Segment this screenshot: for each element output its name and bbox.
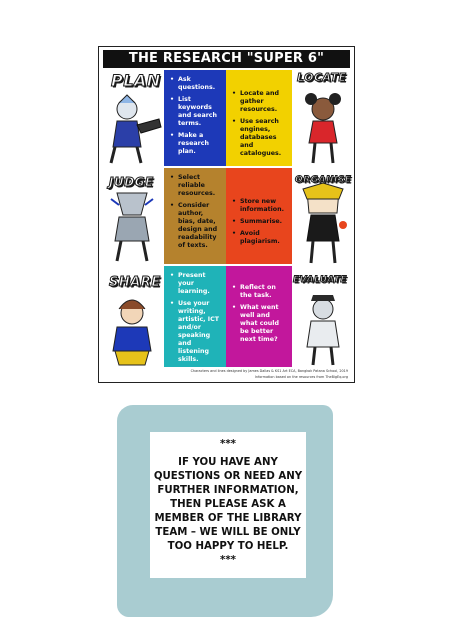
share-panel (164, 266, 226, 367)
library-notice-card (150, 432, 306, 578)
plan-word: PLAN (111, 71, 161, 90)
evaluate-panel (226, 266, 292, 367)
locate-panel (226, 70, 292, 166)
notice-stars-bottom: *** (220, 555, 236, 566)
plan-panel (164, 70, 226, 166)
notice-stars-top: *** (220, 439, 236, 450)
judge-word: JUDGE (109, 175, 154, 189)
share-point: • Present your learning. (178, 272, 222, 296)
evaluate-point: • Reflect on the task. (240, 284, 288, 300)
plan-point: • Make a research plan. (178, 132, 222, 156)
poster-title: THE RESEARCH "SUPER 6" (103, 50, 350, 68)
locate-word: LOCATE (297, 71, 347, 84)
judge-point: • Consider author, bias, date, design and readability of texts. (178, 202, 222, 250)
evaluate-point: • What went well and what could be better next time? (240, 304, 288, 344)
plan-point: • Ask questions. (178, 76, 222, 92)
notice-text: IF YOU HAVE ANY QUESTIONS OR NEED ANY FURTHER INFORMATION, THEN PLEASE ASK A MEMBER OF THE LIBRARY TEAM – WE WILL BE ONLY TOO HAPPY TO HELP. (153, 457, 303, 552)
poster-credit-designers: Characters and lines designed by James Dallas & KS1 Art ECA, Bangkok Patana School, 2019 (190, 369, 348, 373)
research-super6-poster (98, 46, 355, 383)
locate-point: • Use search engines, databases and catalogues. (240, 118, 288, 158)
poster-credit-source: Information based on the resources from TheBigEq.org (254, 375, 348, 379)
organise-point: • Avoid plagiarism. (240, 230, 288, 246)
organise-panel (226, 168, 292, 264)
plan-point: • List keywords and search terms. (178, 96, 222, 128)
share-point: • Use your writing, artistic, ICT and/or speaking and listening skills. (178, 300, 222, 364)
locate-point: • Locate and gather resources. (240, 90, 288, 114)
evaluate-word: EVALUATE (293, 275, 348, 285)
judge-point: • Select reliable resources. (178, 174, 222, 198)
organise-point: • Store new information. (240, 198, 288, 214)
organise-point: • Summarise. (240, 218, 288, 226)
organise-word: ORGANISE (295, 175, 352, 185)
share-word: SHARE (109, 275, 161, 290)
judge-panel (164, 168, 226, 264)
